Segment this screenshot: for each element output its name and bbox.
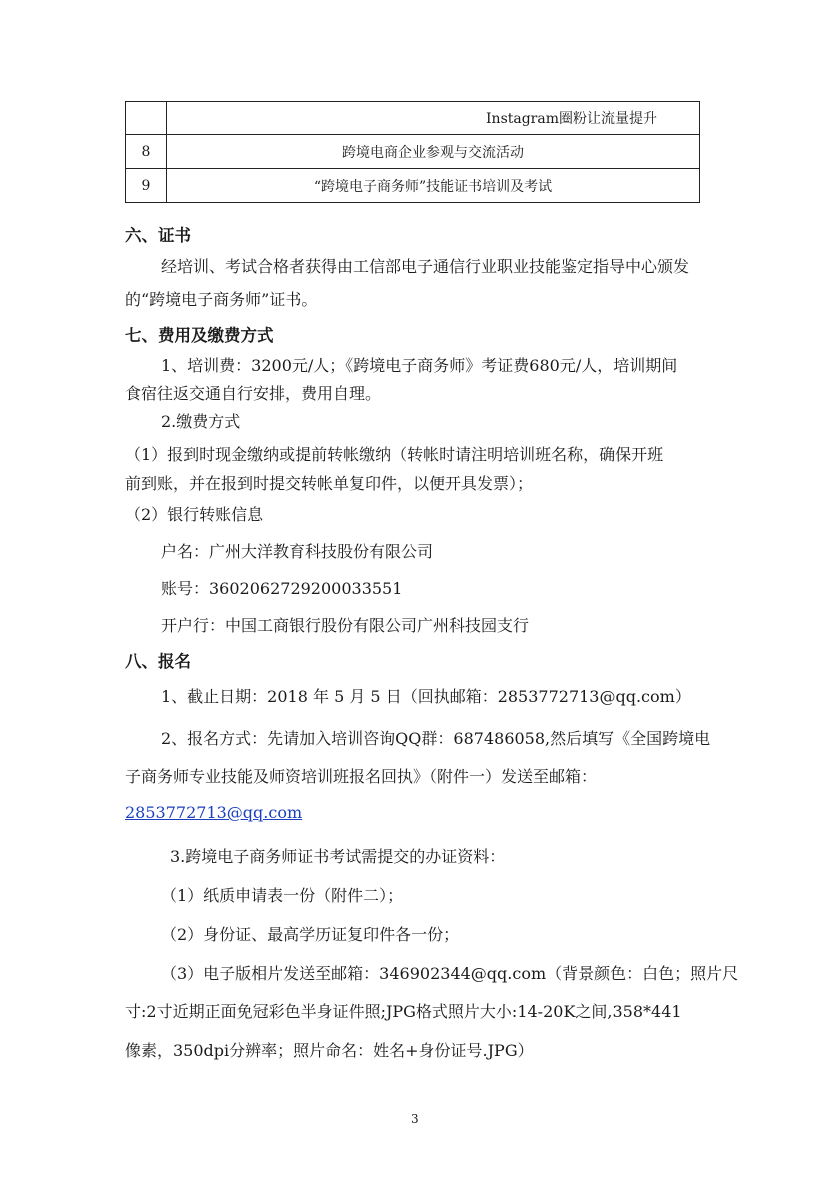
email-link[interactable]: 2853772713@qq.com — [125, 803, 303, 822]
table-row — [126, 135, 700, 169]
section-8-heading: 八、报名 — [125, 652, 191, 671]
account-name: 户名：广州大洋教育科技股份有限公司 — [161, 542, 434, 561]
documents-title: 3.跨境电子商务师证书考试需提交的办证资料： — [170, 847, 506, 866]
row-content: 跨境电商企业参观与交流活动 — [167, 135, 700, 169]
section-7-heading: 七、费用及缴费方式 — [125, 326, 274, 345]
row-number — [126, 102, 167, 135]
certificate-text-line-2: 的“跨境电子商务师”证书。 — [125, 290, 318, 309]
row-number: 8 — [126, 135, 167, 169]
document-item-3-line-1: （3）电子版相片发送至邮箱：346902344@qq.com（背景颜色：白色；照片尺 — [161, 964, 739, 983]
row-content: Instagram圈粉让流量提升 — [167, 102, 700, 135]
payment-item-2: （2）银行转账信息 — [125, 505, 264, 524]
deadline-line: 1、截止日期：2018 年 5 月 5 日（回执邮箱：2853772713@qq.com） — [161, 687, 691, 706]
certificate-text-line-1: 经培训、考试合格者获得由工信部电子通信行业职业技能鉴定指导中心颁发 — [161, 257, 690, 276]
page-number: 3 — [411, 1112, 419, 1126]
registration-method-line-2: 子商务师专业技能及师资培训班报名回执》（附件一）发送至邮箱： — [125, 767, 598, 786]
section-6-heading: 六、证书 — [125, 226, 191, 245]
document-item-1: （1）纸质申请表一份（附件二）； — [161, 886, 404, 905]
payment-method-title: 2.缴费方式 — [161, 412, 241, 431]
account-number: 账号：3602062729200033551 — [161, 579, 403, 598]
table-row — [126, 169, 700, 203]
row-number: 9 — [126, 169, 167, 203]
fee-line-2: 食宿往返交通自行安排，费用自理。 — [125, 384, 382, 403]
document-item-2: （2）身份证、最高学历证复印件各一份； — [161, 925, 460, 944]
bank-name: 开户行：中国工商银行股份有限公司广州科技园支行 — [161, 616, 530, 635]
payment-item-1-line-2: 前到账，并在报到时提交转帐单复印件，以便开具发票）； — [125, 474, 534, 493]
schedule-table — [125, 101, 700, 203]
table-row — [126, 102, 700, 135]
fee-line-1: 1、培训费：3200元/人；《跨境电子商务师》考证费680元/人，培训期间 — [161, 356, 678, 375]
row-content: “跨境电子商务师”技能证书培训及考试 — [167, 169, 700, 203]
document-item-3-line-3: 像素，350dpi分辨率；照片命名：姓名+身份证号.JPG） — [125, 1041, 534, 1060]
document-item-3-line-2: 寸:2寸近期正面免冠彩色半身证件照;JPG格式照片大小:14-20K之间,358*441 — [125, 1002, 682, 1021]
registration-method-line-1: 2、报名方式：先请加入培训咨询QQ群：687486058,然后填写《全国跨境电 — [161, 729, 711, 748]
payment-item-1-line-1: （1）报到时现金缴纳或提前转帐缴纳（转帐时请注明培训班名称，确保开班 — [125, 445, 664, 464]
